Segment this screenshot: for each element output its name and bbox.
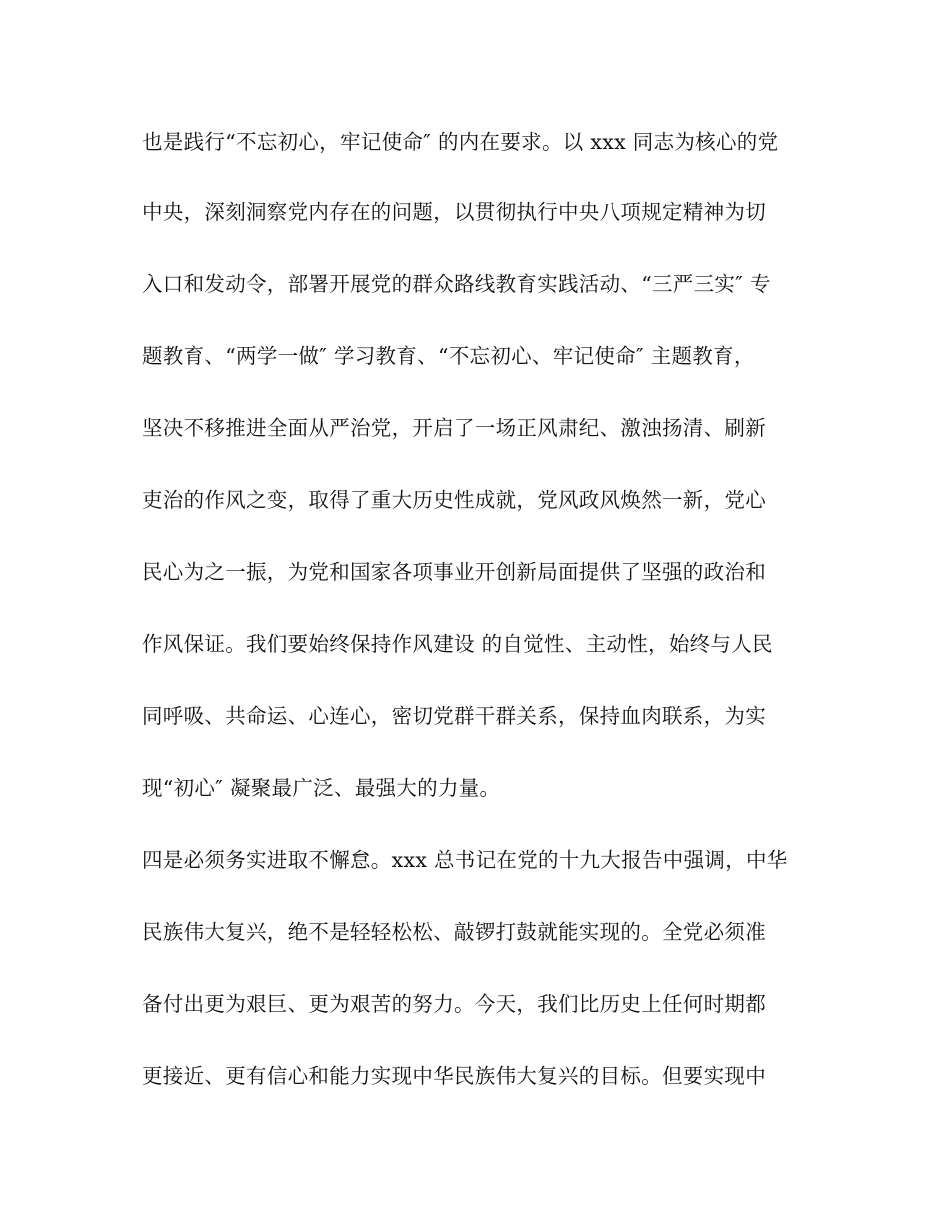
text-line: 民心为之一振，为党和国家各项事业开创新局面提供了坚强的政治和 [142,560,766,584]
text-line: 备付出更为艰巨、更为艰苦的努力。今天，我们比历史上任何时期都 [142,992,766,1016]
text-line: 更接近、更有信心和能力实现中华民族伟大复兴的目标。但要实现中 [142,1064,766,1088]
paragraph-start-line: 四是必须务实进取不懈怠。xxx 总书记在党的十九大报告中强调，中华 [142,848,788,872]
text-line: 题教育、“两学一做″ 学习教育、“不忘初心、牢记使命″ 主题教育， [142,344,755,368]
text-line: 坚决不移推进全面从严治党，开启了一场正风肃纪、激浊扬清、刷新 [142,416,766,440]
text-line: 也是践行“不忘初心，牢记使命″ 的内在要求。以 xxx 同志为核心的党 [142,130,779,154]
text-line: 吏治的作风之变，取得了重大历史性成就，党风政风焕然一新，党心 [142,488,766,512]
text-line: 民族伟大复兴，绝不是轻轻松松、敲锣打鼓就能实现的。全党必须准 [142,920,766,944]
text-line: 中央，深刻洞察党内存在的问题，以贯彻执行中央八项规定精神为切 [142,200,766,224]
text-line: 同呼吸、共命运、心连心，密切党群干群关系，保持血肉联系，为实 [142,704,766,728]
text-line: 入口和发动令，部署开展党的群众路线教育实践活动、“三严三实″ 专 [142,272,771,296]
text-line: 作风保证。我们要始终保持作风建设 的自觉性、主动性，始终与人民 [142,632,773,656]
text-line: 现“初心″ 凝聚最广泛、最强大的力量。 [142,776,501,800]
